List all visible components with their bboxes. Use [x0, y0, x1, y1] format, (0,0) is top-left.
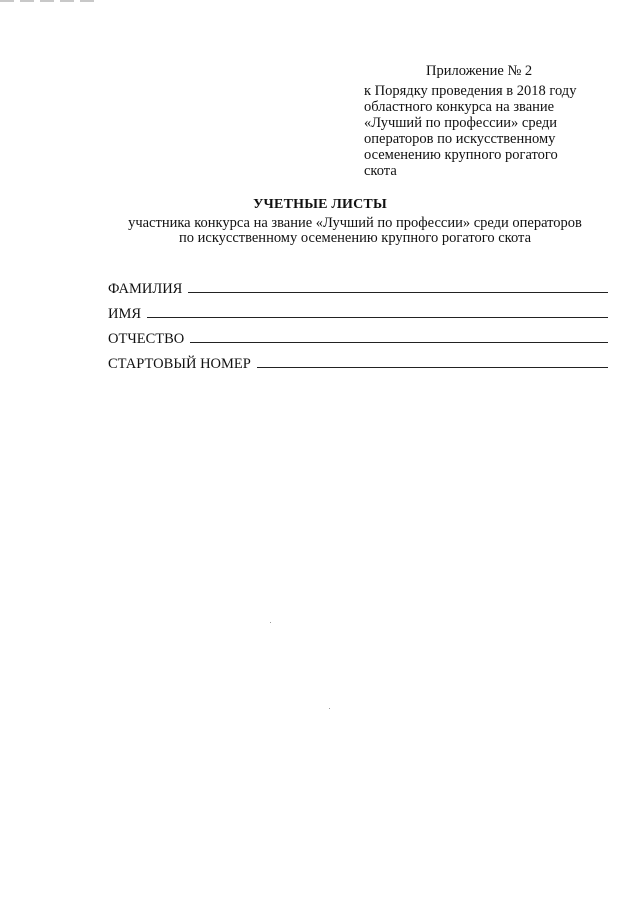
start-number-input-line[interactable]	[257, 366, 608, 368]
appendix-line: «Лучший по профессии» среди	[364, 115, 557, 131]
patronymic-label: ОТЧЕСТВО	[108, 331, 185, 347]
appendix-line: скота	[364, 163, 397, 179]
surname-field	[108, 273, 608, 298]
start-number-label: СТАРТОВЫЙ НОМЕР	[108, 356, 251, 372]
appendix-block	[364, 63, 604, 179]
scan-edge-artifact	[0, 0, 100, 2]
surname-label: ФАМИЛИЯ	[108, 281, 183, 297]
appendix-title: Приложение № 2	[426, 63, 533, 79]
first-name-label: ИМЯ	[108, 306, 142, 322]
patronymic-input-line[interactable]	[190, 341, 608, 343]
first-name-field	[108, 298, 608, 323]
appendix-line: операторов по искусственному	[364, 131, 556, 147]
document-subtitle	[105, 216, 605, 246]
start-number-field	[108, 348, 608, 373]
registration-form	[108, 273, 608, 373]
scan-speck	[329, 708, 330, 709]
document-title: УЧЕТНЫЕ ЛИСТЫ	[253, 197, 387, 212]
surname-input-line[interactable]	[188, 291, 608, 293]
appendix-line: осеменению крупного рогатого	[364, 147, 558, 163]
appendix-line: областного конкурса на звание	[364, 99, 555, 115]
first-name-input-line[interactable]	[147, 316, 608, 318]
subtitle-line: по искусственному осеменению крупного рогатого скота	[178, 230, 531, 246]
subtitle-line: участника конкурса на звание «Лучший по профессии» среди операторов	[128, 215, 582, 231]
scan-speck	[270, 622, 271, 623]
appendix-line: к Порядку проведения в 2018 году	[364, 83, 577, 99]
patronymic-field	[108, 323, 608, 348]
